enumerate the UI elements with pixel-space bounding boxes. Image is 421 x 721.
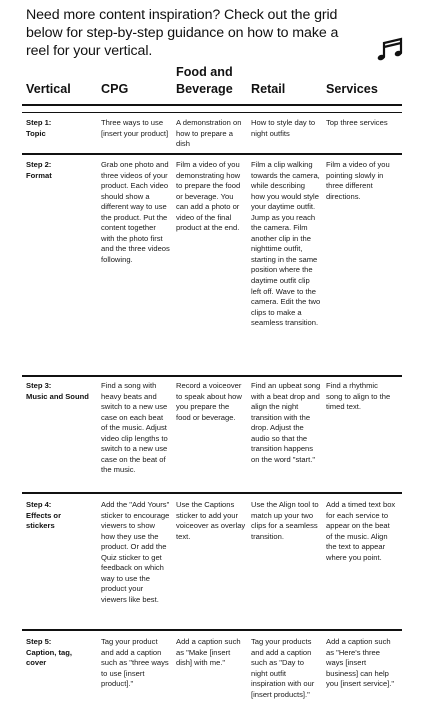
header-food-and-beverage: Food and Beverage: [176, 65, 233, 96]
step-4-food: Use the Captions sticker to add your voiceover as overlay text.: [176, 500, 246, 541]
step-2-services: Film a video of you pointing slowly in three different directions.: [326, 160, 390, 201]
header-vertical: Vertical: [26, 82, 71, 96]
step-2-cpg: Grab one photo and three videos of your product. Each video should show a different way to use the product. Put the content together with the photo first and the three videos following.: [101, 160, 170, 264]
step-4-retail: Use the Align tool to match up your two clips for a seamless transition.: [251, 500, 319, 541]
header-divider: [22, 104, 402, 106]
step-5-retail: Tag your products and add a caption such as "Day to night outfit inspiration with our [insert products].": [251, 637, 315, 699]
step-1-services: Top three services: [326, 118, 388, 127]
step-4-label: Step 4: Effects or stickers: [26, 500, 62, 531]
step-5-services: Add a caption such as "Here's three ways [insert business] can help you [insert service].": [326, 637, 395, 689]
step-3-retail: Find an upbeat song with a beat drop and align the night transition with the drop. Adjust the audio so that the transition happens on the word "start.": [251, 381, 321, 464]
step-3-services: Find a rhythmic song to align to the timed text.: [326, 381, 391, 412]
step-1-food: A demonstration on how to prepare a dish: [176, 118, 242, 149]
step-4-cpg: Add the "Add Yours" sticker to encourage viewers to show how they use the product. Or add the Quiz sticker to get feedback on which way to use the product your viewers like best.: [101, 500, 170, 604]
music-notes-icon: [374, 37, 406, 63]
step-3-food: Record a voiceover to speak about how you prepare the food or beverage.: [176, 381, 242, 422]
step-5-food: Add a caption such as "Make [insert dish] with me.": [176, 637, 241, 668]
header-cpg: CPG: [101, 82, 129, 96]
step-1-cpg: Three ways to use [insert your product]: [101, 118, 169, 138]
row-divider: [22, 153, 402, 155]
step-3-cpg: Find a song with heavy beats and switch to a new use case on each beat of the music. Adjust video clip lengths to switch to a new use case on the beat of the music.: [101, 381, 168, 475]
row-divider: [22, 375, 402, 377]
row-divider: [22, 492, 402, 494]
header-services: Services: [326, 82, 378, 96]
step-2-retail: Film a clip walking towards the camera, while describing how you would style your daytime outfit. Jump as you reach the camera. Film another clip in the nighttime outfit, starting in the same position where the daytime outfit clip left off. Wave to the camera. Edit the two clips to make a seamless transition.: [251, 160, 321, 328]
row-divider: [22, 629, 402, 631]
step-5-cpg: Tag your product and add a caption such as "three ways to use [insert product].": [101, 637, 169, 689]
step-3-label: Step 3: Music and Sound: [26, 381, 89, 401]
step-4-services: Add a timed text box for each service to appear on the beat of the music. Align the text to appear where you point.: [326, 500, 396, 562]
header-retail: Retail: [251, 82, 286, 96]
row-divider: [22, 112, 402, 113]
step-2-food: Film a video of you demonstrating how to prepare the food or beverage. You can add a photo or video of the final product at the end.: [176, 160, 241, 233]
intro-text: Need more content inspiration? Check out the grid below for step-by-step guidance on how to make a reel for your vertical.: [26, 7, 339, 59]
step-5-label: Step 5: Caption, tag, cover: [26, 637, 72, 668]
step-1-retail: How to style day to night outfits: [251, 118, 316, 138]
step-1-label: Step 1: Topic: [26, 118, 52, 138]
step-2-label: Step 2: Format: [26, 160, 52, 180]
